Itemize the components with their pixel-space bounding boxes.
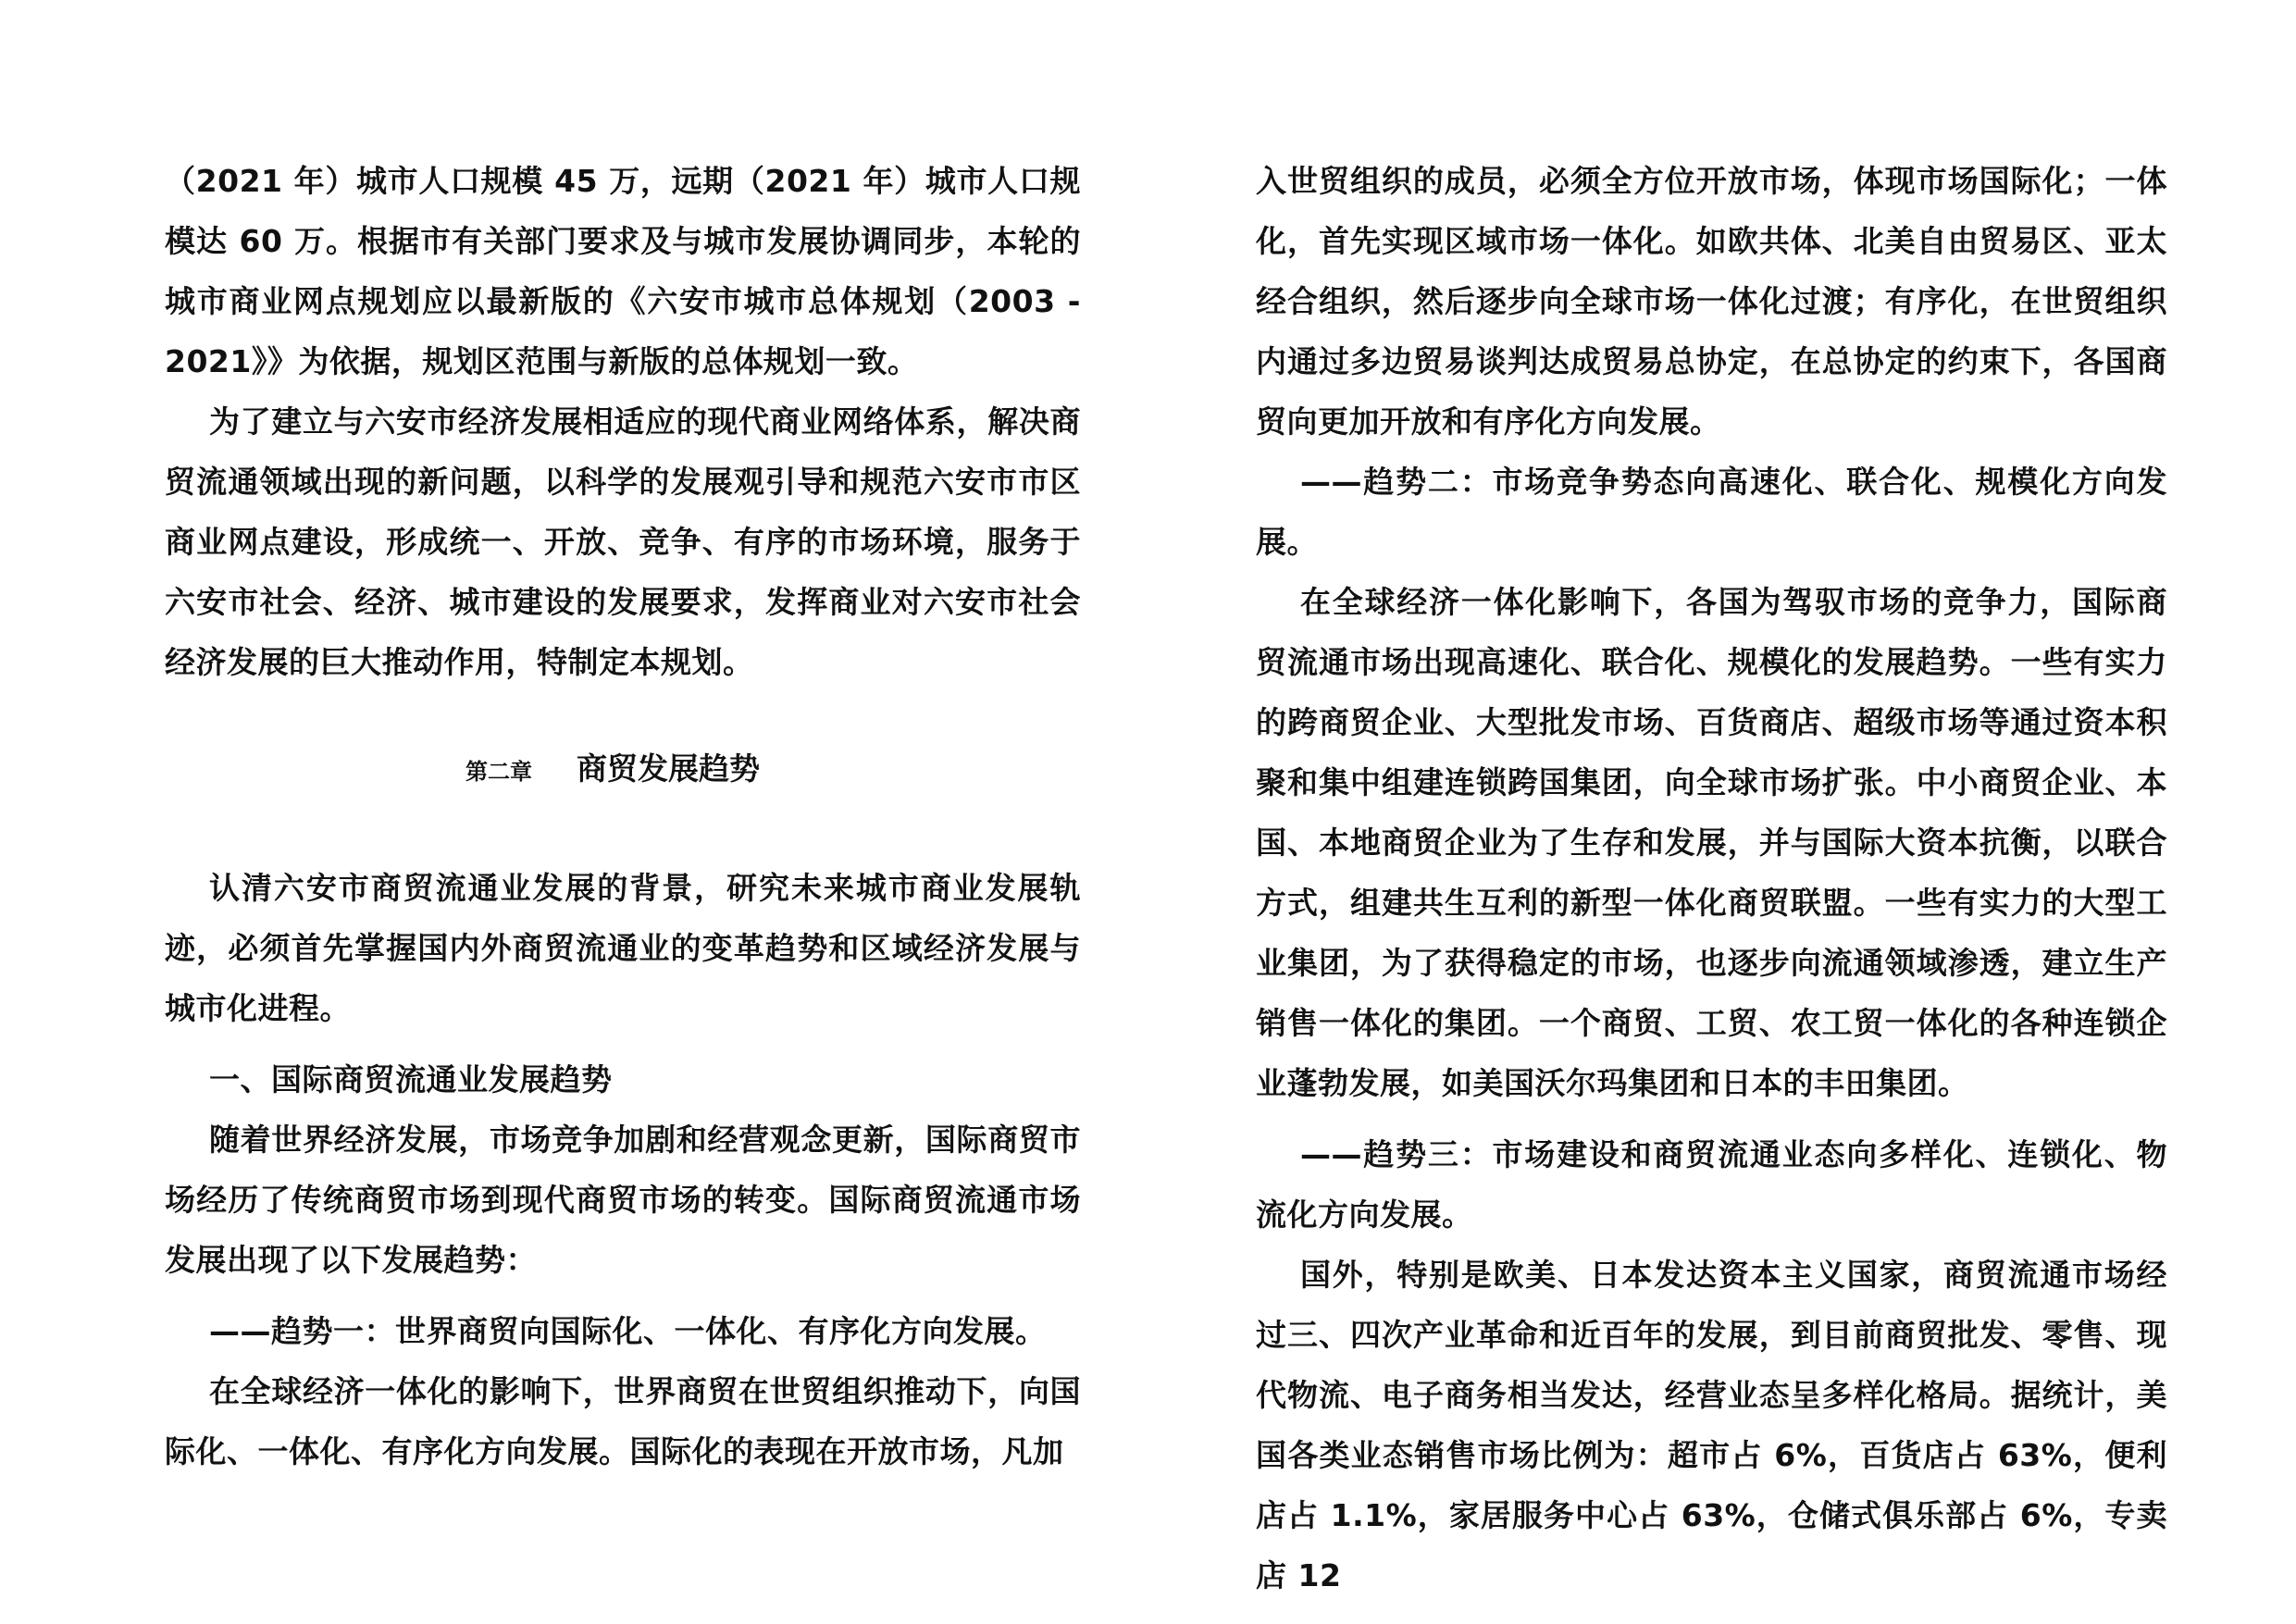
paragraph-trend-one-continued: 入世贸组织的成员，必须全方位开放市场，体现市场国际化；一体化，首先实现区域市场一体化。如欧共体、北美自由贸易区、亚太经合组织，然后逐步向全球市场一体化过渡；有序化，在世贸组织内通过多边贸易谈判达成贸易总协定，在总协定的约束下，各国商贸向更加开放和有序化方向发展。 <box>1256 163 2167 440</box>
chapter-number: 第二章 <box>465 759 532 785</box>
paragraph-market-change: 随着世界经济发展，市场竞争加剧和经营观念更新，国际商贸市场经历了传统商贸市场到现代商贸市场的转变。国际商贸流通市场发展出现了以下发展趋势： <box>165 1122 1081 1278</box>
chapter-heading <box>165 738 1081 802</box>
trend-two-heading: ——趋势二：市场竞争势态向高速化、联合化、规模化方向发展。 <box>1256 464 2167 560</box>
chapter-title: 商贸发展趋势 <box>577 750 760 787</box>
section-heading-international: 一、国际商贸流通业发展趋势 <box>209 1061 613 1097</box>
left-column <box>165 151 1081 1481</box>
trend-one-heading: ——趋势一：世界商贸向国际化、一体化、有序化方向发展。 <box>209 1313 1047 1349</box>
paragraph-trend-two: 在全球经济一体化影响下，各国为驾驭市场的竞争力，国际商贸流通市场出现高速化、联合化、规模化的发展趋势。一些有实力的跨商贸企业、大型批发市场、百货商店、超级市场等通过资本积聚和集中组建连锁跨国集团，向全球市场扩张。中小商贸企业、本国、本地商贸企业为了生存和发展，并与国际大资本抗衡，以联合方式，组建共生互利的新型一体化商贸联盟。一些有实力的大型工业集团，为了获得稳定的市场，也逐步向流通领域渗透，建立生产销售一体化的集团。一个商贸、工贸、农工贸一体化的各种连锁企业蓬勃发展，如美国沃尔玛集团和日本的丰田集团。 <box>1256 584 2167 1101</box>
right-column <box>1256 151 2167 1605</box>
paragraph-planning-purpose: 为了建立与六安市经济发展相适应的现代商业网络体系，解决商贸流通领域出现的新问题，以科学的发展观引导和规范六安市市区商业网点建设，形成统一、开放、竞争、有序的市场环境，服务于六安市社会、经济、城市建设的发展要求，发挥商业对六安市社会经济发展的巨大推动作用，特制定本规划。 <box>165 403 1081 680</box>
paragraph-background: 认清六安市商贸流通业发展的背景，研究未来城市商业发展轨迹，必须首先掌握国内外商贸流通业的变革趋势和区域经济发展与城市化进程。 <box>165 870 1081 1026</box>
paragraph-trend-three: 国外，特别是欧美、日本发达资本主义国家，商贸流通市场经过三、四次产业革命和近百年的发展，到目前商贸批发、零售、现代物流、电子商务相当发达，经营业态呈多样化格局。据统计，美国各类业态销售市场比例为：超市占 6%，百货店占 63%，便利店占 1.1%，家居服务中心占 63%，仓储式俱乐部占 6%，专卖店 12 <box>1256 1257 2167 1593</box>
paragraph-population: （2021 年）城市人口规模 45 万，远期（2021 年）城市人口规模达 60 万。根据市有关部门要求及与城市发展协调同步，本轮的城市商业网点规划应以最新版的《六安市城市总体规划（2003 - 2021》》为依据，规划区范围与新版的总体规划一致。 <box>165 163 1081 379</box>
trend-three-heading: ——趋势三：市场建设和商贸流通业态向多样化、连锁化、物流化方向发展。 <box>1256 1136 2167 1233</box>
paragraph-trend-one: 在全球经济一体化的影响下，世界商贸在世贸组织推动下，向国际化、一体化、有序化方向发展。国际化的表现在开放市场，凡加 <box>165 1373 1081 1469</box>
